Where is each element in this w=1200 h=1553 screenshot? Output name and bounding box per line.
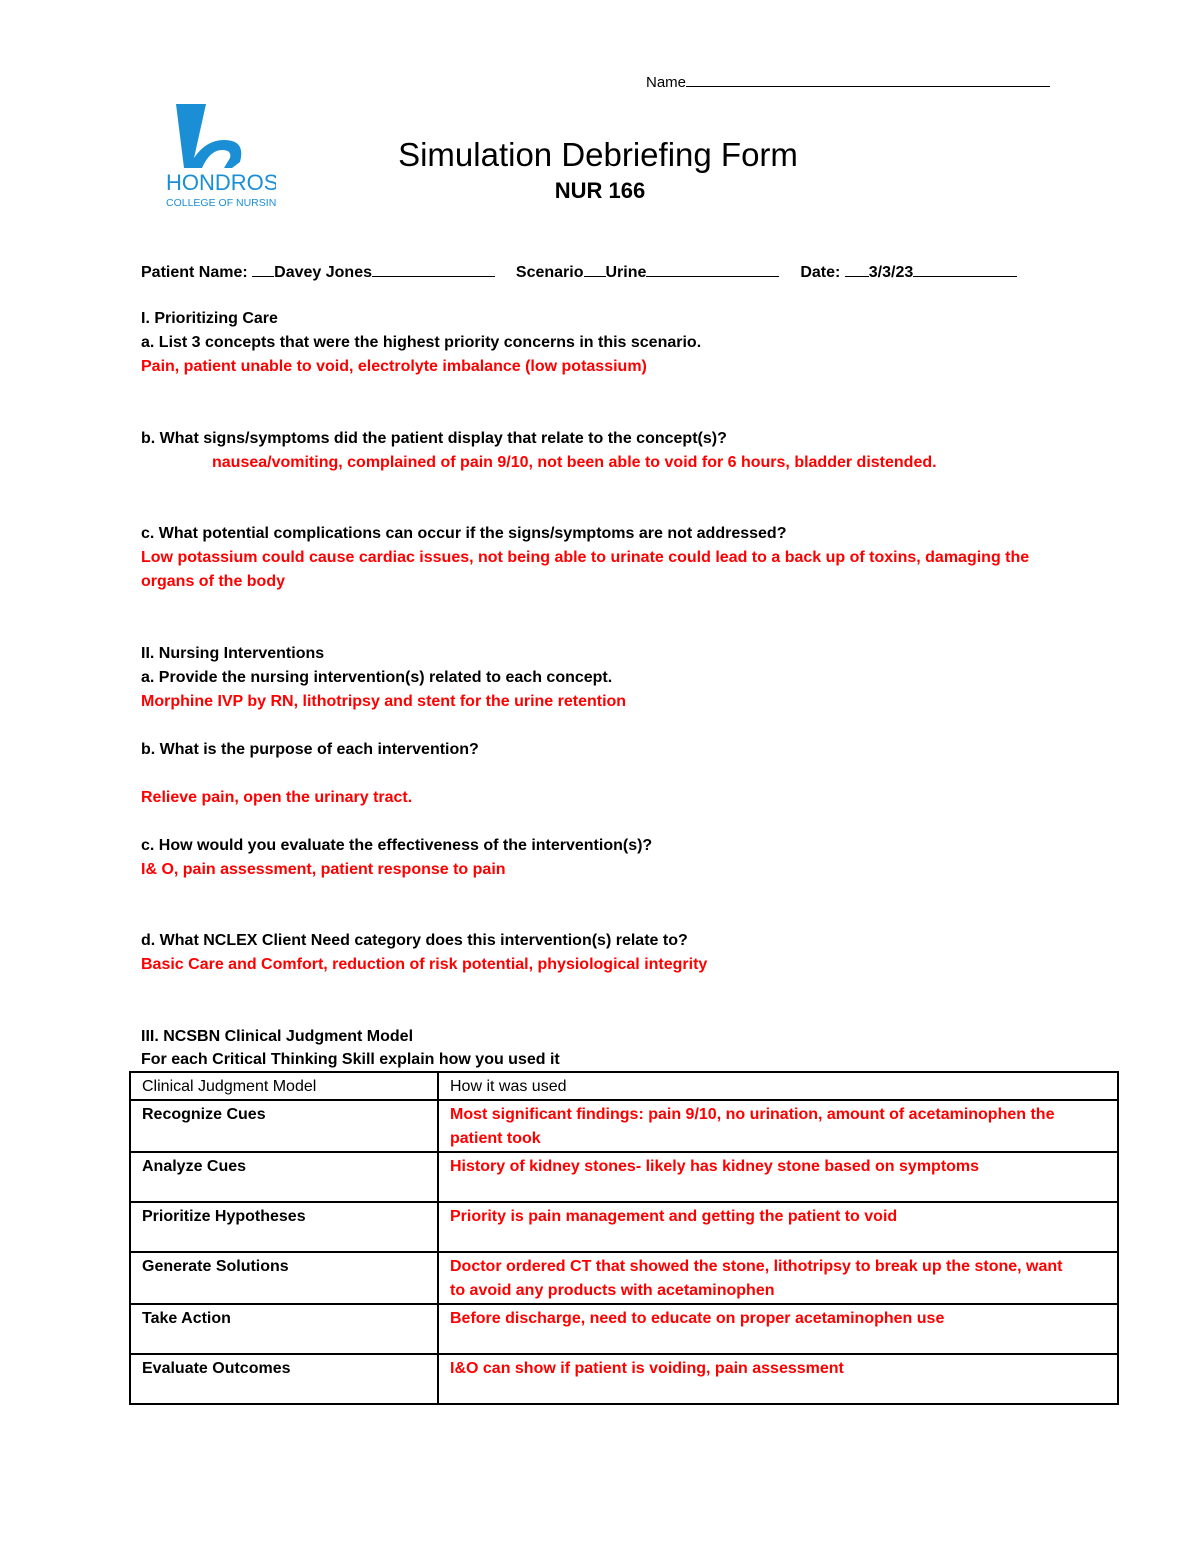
date-value[interactable]: 3/3/23 — [868, 264, 914, 281]
table-header-model: Clinical Judgment Model — [130, 1072, 438, 1100]
skill-cell: Analyze Cues — [130, 1152, 438, 1202]
section-3-instruction: For each Critical Thinking Skill explain how you used it — [141, 1051, 560, 1068]
answer-2a[interactable]: Morphine IVP by RN, lithotripsy and stent for the urine retention — [141, 693, 627, 710]
usage-cell[interactable]: Before discharge, need to educate on proper acetaminophen use — [438, 1304, 1118, 1354]
skill-cell: Prioritize Hypotheses — [130, 1202, 438, 1252]
table-row — [130, 1202, 1118, 1252]
section-3-heading: III. NCSBN Clinical Judgment Model — [141, 1028, 414, 1045]
skill-cell: Generate Solutions — [130, 1252, 438, 1304]
question-2a: a. Provide the nursing intervention(s) related to each concept. — [141, 669, 613, 686]
question-1c: c. What potential complications can occur if the signs/symptoms are not addressed? — [141, 525, 787, 542]
table-row — [130, 1152, 1118, 1202]
clinical-judgment-table — [129, 1071, 1119, 1405]
patient-name-value[interactable]: Davey Jones — [274, 264, 372, 281]
course-code: NUR 166 — [554, 178, 646, 203]
skill-cell: Evaluate Outcomes — [130, 1354, 438, 1404]
skill-cell: Recognize Cues — [130, 1100, 438, 1152]
answer-1a[interactable]: Pain, patient unable to void, electrolyte imbalance (low potassium) — [141, 358, 647, 375]
answer-1c-line1[interactable]: Low potassium could cause cardiac issues, not being able to urinate could lead to a back up of toxins, damaging the — [141, 549, 1030, 566]
table-row — [130, 1252, 1118, 1304]
usage-cell[interactable]: Doctor ordered CT that showed the stone, lithotripsy to break up the stone, want to avoid any products with acetaminophen — [438, 1252, 1118, 1304]
patient-info — [141, 262, 1017, 282]
answer-1b[interactable]: nausea/vomiting, complained of pain 9/10, not been able to void for 6 hours, bladder distended. — [212, 454, 937, 471]
table-header-used: How it was used — [438, 1072, 1118, 1100]
question-1b: b. What signs/symptoms did the patient display that relate to the concept(s)? — [141, 430, 727, 447]
question-2d: d. What NCLEX Client Need category does this intervention(s) relate to? — [141, 932, 688, 949]
section-2-heading: II. Nursing Interventions — [141, 645, 325, 662]
question-2b: b. What is the purpose of each intervention? — [141, 741, 479, 758]
scenario-label: Scenario — [515, 264, 584, 281]
section-1-heading: I. Prioritizing Care — [141, 310, 278, 327]
question-1a: a. List 3 concepts that were the highest priority concerns in this scenario. — [141, 334, 702, 351]
answer-2b[interactable]: Relieve pain, open the urinary tract. — [141, 789, 413, 806]
table-header-row — [130, 1072, 1118, 1100]
date-label: Date: — [800, 264, 841, 281]
table-row — [130, 1100, 1118, 1152]
name-blank[interactable] — [686, 72, 1050, 87]
answer-2d[interactable]: Basic Care and Comfort, reduction of risk potential, physiological integrity — [141, 956, 708, 973]
table-row — [130, 1304, 1118, 1354]
logo-wordmark: HONDROS — [166, 170, 276, 195]
skill-cell: Take Action — [130, 1304, 438, 1354]
usage-cell[interactable]: I&O can show if patient is voiding, pain assessment — [438, 1354, 1118, 1404]
answer-2c[interactable]: I& O, pain assessment, patient response to pain — [141, 861, 506, 878]
usage-cell[interactable]: History of kidney stones- likely has kidney stone based on symptoms — [438, 1152, 1118, 1202]
name-field — [646, 72, 1050, 91]
patient-name-label: Patient Name: — [141, 264, 248, 281]
usage-cell[interactable]: Most significant findings: pain 9/10, no urination, amount of acetaminophen the patient took — [438, 1100, 1118, 1152]
scenario-value[interactable]: Urine — [605, 264, 647, 281]
question-2c: c. How would you evaluate the effectiveness of the intervention(s)? — [141, 837, 653, 854]
logo-subtitle: COLLEGE OF NURSING — [166, 197, 276, 209]
page-title: Simulation Debriefing Form — [398, 136, 798, 173]
table-row — [130, 1354, 1118, 1404]
usage-cell[interactable]: Priority is pain management and getting the patient to void — [438, 1202, 1118, 1252]
answer-1c-line2[interactable]: organs of the body — [141, 573, 285, 590]
name-label: Name — [646, 74, 687, 91]
